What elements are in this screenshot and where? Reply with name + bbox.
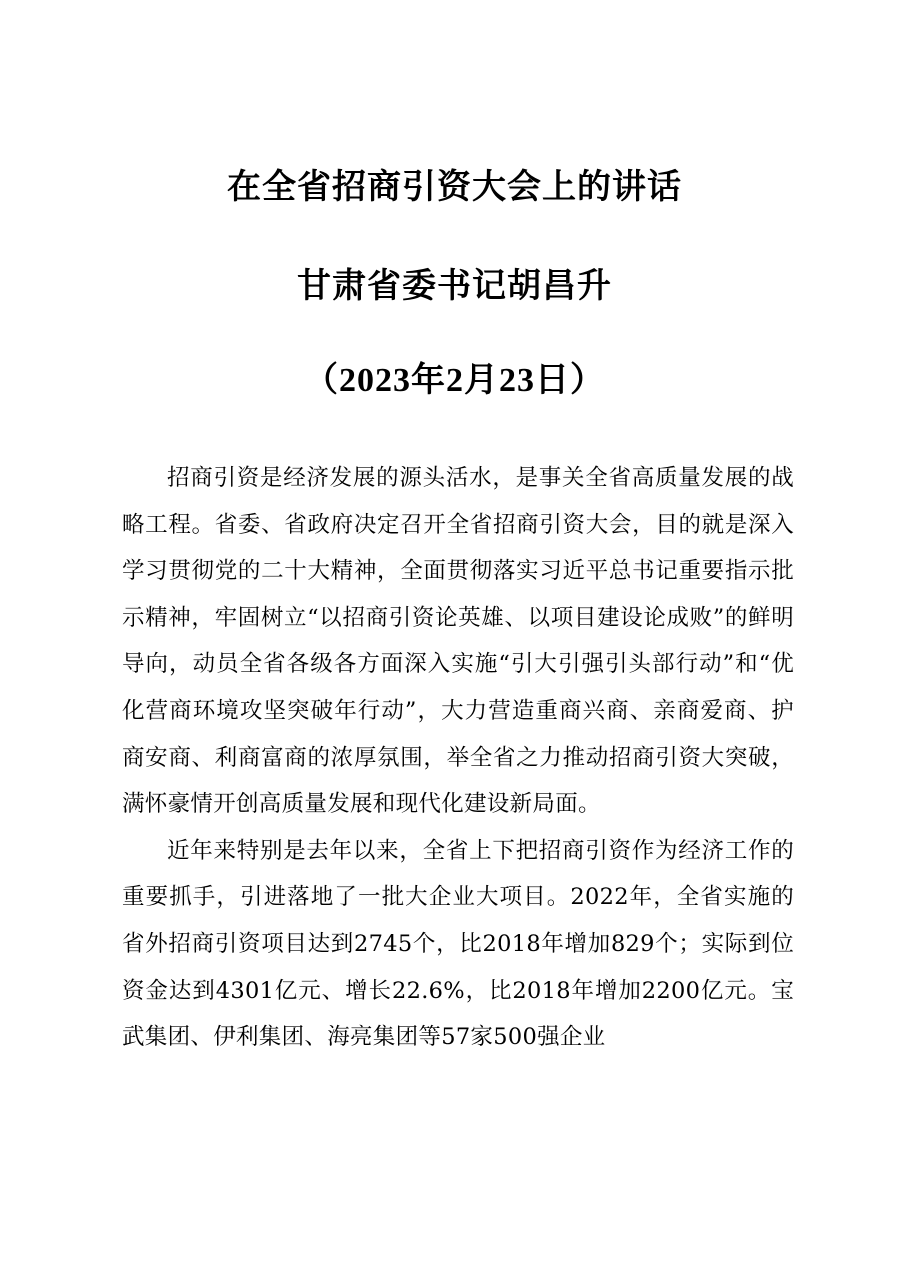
paragraph: 招商引资是经济发展的源头活水，是事关全省高质量发展的战略工程。省委、省政府决定召开全省招商引资大会，目的就是深入学习贯彻党的二十大精神，全面贯彻落实习近平总书记重要指示批示精神，牢固树立“以招商引资论英雄、以项目建设论成败”的鲜明导向，动员全省各级各方面深入实施“引大引强引头部行动”和“优化营商环境攻坚突破年行动”，大力营造重商兴商、亲商爱商、护商安商、利商富商的浓厚氛围，举全省之力推动招商引资大突破，满怀豪情开创高质量发展和现代化建设新局面。: [122, 465, 794, 818]
document-title: 在全省招商引资大会上的讲话: [227, 167, 682, 207]
paragraph: 近年来特别是去年以来，全省上下把招商引资作为经济工作的重要抓手，引进落地了一批大企业大项目。2022年，全省实施的省外招商引资项目达到2745个，比2018年增加829个；实际到位资金达到4301亿元、增长22.6%，比2018年增加2200亿元。宝武集团、伊利集团、海亮集团等57家500强企业: [122, 837, 794, 1051]
date-line: （2023年2月23日）: [304, 362, 605, 399]
body-text: [122, 455, 794, 1061]
speaker-line: 甘肃省委书记胡昌升: [297, 266, 612, 306]
